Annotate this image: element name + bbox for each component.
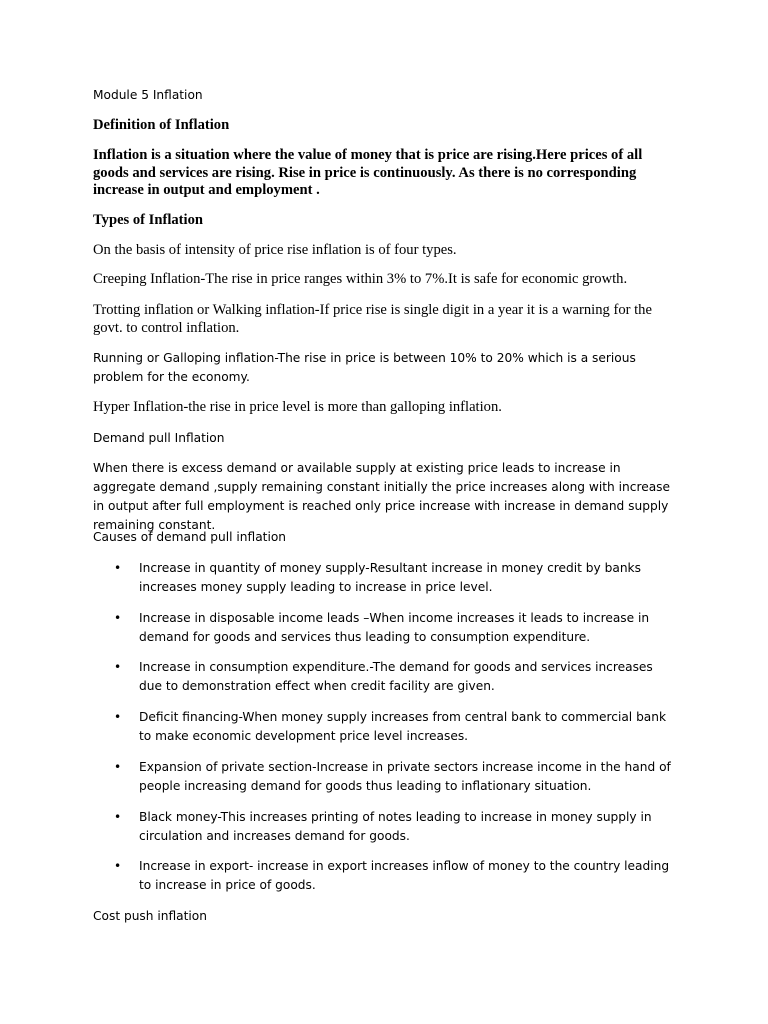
- running-inflation-text: Running or Galloping inflation-The rise in price is between 10% to 20% which is a serious problem for the economy.: [93, 351, 636, 384]
- demand-pull-heading: Demand pull Inflation: [93, 431, 225, 445]
- list-item-text: Increase in export- increase in export increases inflow of money to the country leading to increase in price of goods.: [139, 859, 670, 892]
- demand-pull-text: When there is excess demand or available supply at existing price leads to increase in aggregate demand ,supply remaining constant initially the price increases along with increase in output after full employment is reached only price increase with increase in demand supply remaining constant.: [93, 461, 671, 532]
- bullet-icon: •: [114, 660, 122, 674]
- definition-heading: Definition of Inflation: [93, 117, 230, 133]
- bullet-icon: •: [114, 859, 122, 873]
- definition-text: Inflation is a situation where the value of money that is price are rising.Here prices of all goods and services are rising. Rise in price is continuously. As there is no corresponding increase in output and employment .: [93, 147, 643, 198]
- list-item-text: Increase in consumption expenditure.-The demand for goods and services increases due to demonstration effect when credit facility are given.: [139, 660, 653, 693]
- causes-heading: Causes of demand pull inflation: [93, 530, 287, 544]
- bullet-icon: •: [114, 810, 122, 824]
- list-item-text: Black money-This increases printing of notes leading to increase in money supply in circulation and increases demand for goods.: [139, 810, 652, 843]
- bullet-icon: •: [114, 760, 122, 774]
- trotting-inflation-text: Trotting inflation or Walking inflation-If price rise is single digit in a year it is a warning for the govt. to control inflation.: [93, 302, 652, 336]
- creeping-inflation-text: Creeping Inflation-The rise in price ranges within 3% to 7%.It is safe for economic growth.: [93, 271, 628, 287]
- types-heading: Types of Inflation: [93, 212, 204, 228]
- hyper-inflation-text: Hyper Inflation-the rise in price level is more than galloping inflation.: [93, 399, 502, 415]
- list-item-text: Deficit financing-When money supply increases from central bank to commercial bank to make economic development price level increases.: [139, 710, 667, 743]
- bullet-icon: •: [114, 561, 122, 575]
- module-title: Module 5 Inflation: [93, 88, 203, 102]
- list-item-text: Increase in disposable income leads –When income increases it leads to increase in demand for goods and services thus leading to consumption expenditure.: [139, 611, 650, 644]
- list-item-text: Increase in quantity of money supply-Resultant increase in money credit by banks increases money supply leading to increase in price level.: [139, 561, 641, 594]
- list-item-text: Expansion of private section-Increase in private sectors increase income in the hand of people increasing demand for goods thus leading to inflationary situation.: [139, 760, 671, 793]
- cost-push-heading: Cost push inflation: [93, 909, 207, 923]
- bullet-icon: •: [114, 710, 122, 724]
- types-intro: On the basis of intensity of price rise inflation is of four types.: [93, 242, 457, 258]
- bullet-icon: •: [114, 611, 122, 625]
